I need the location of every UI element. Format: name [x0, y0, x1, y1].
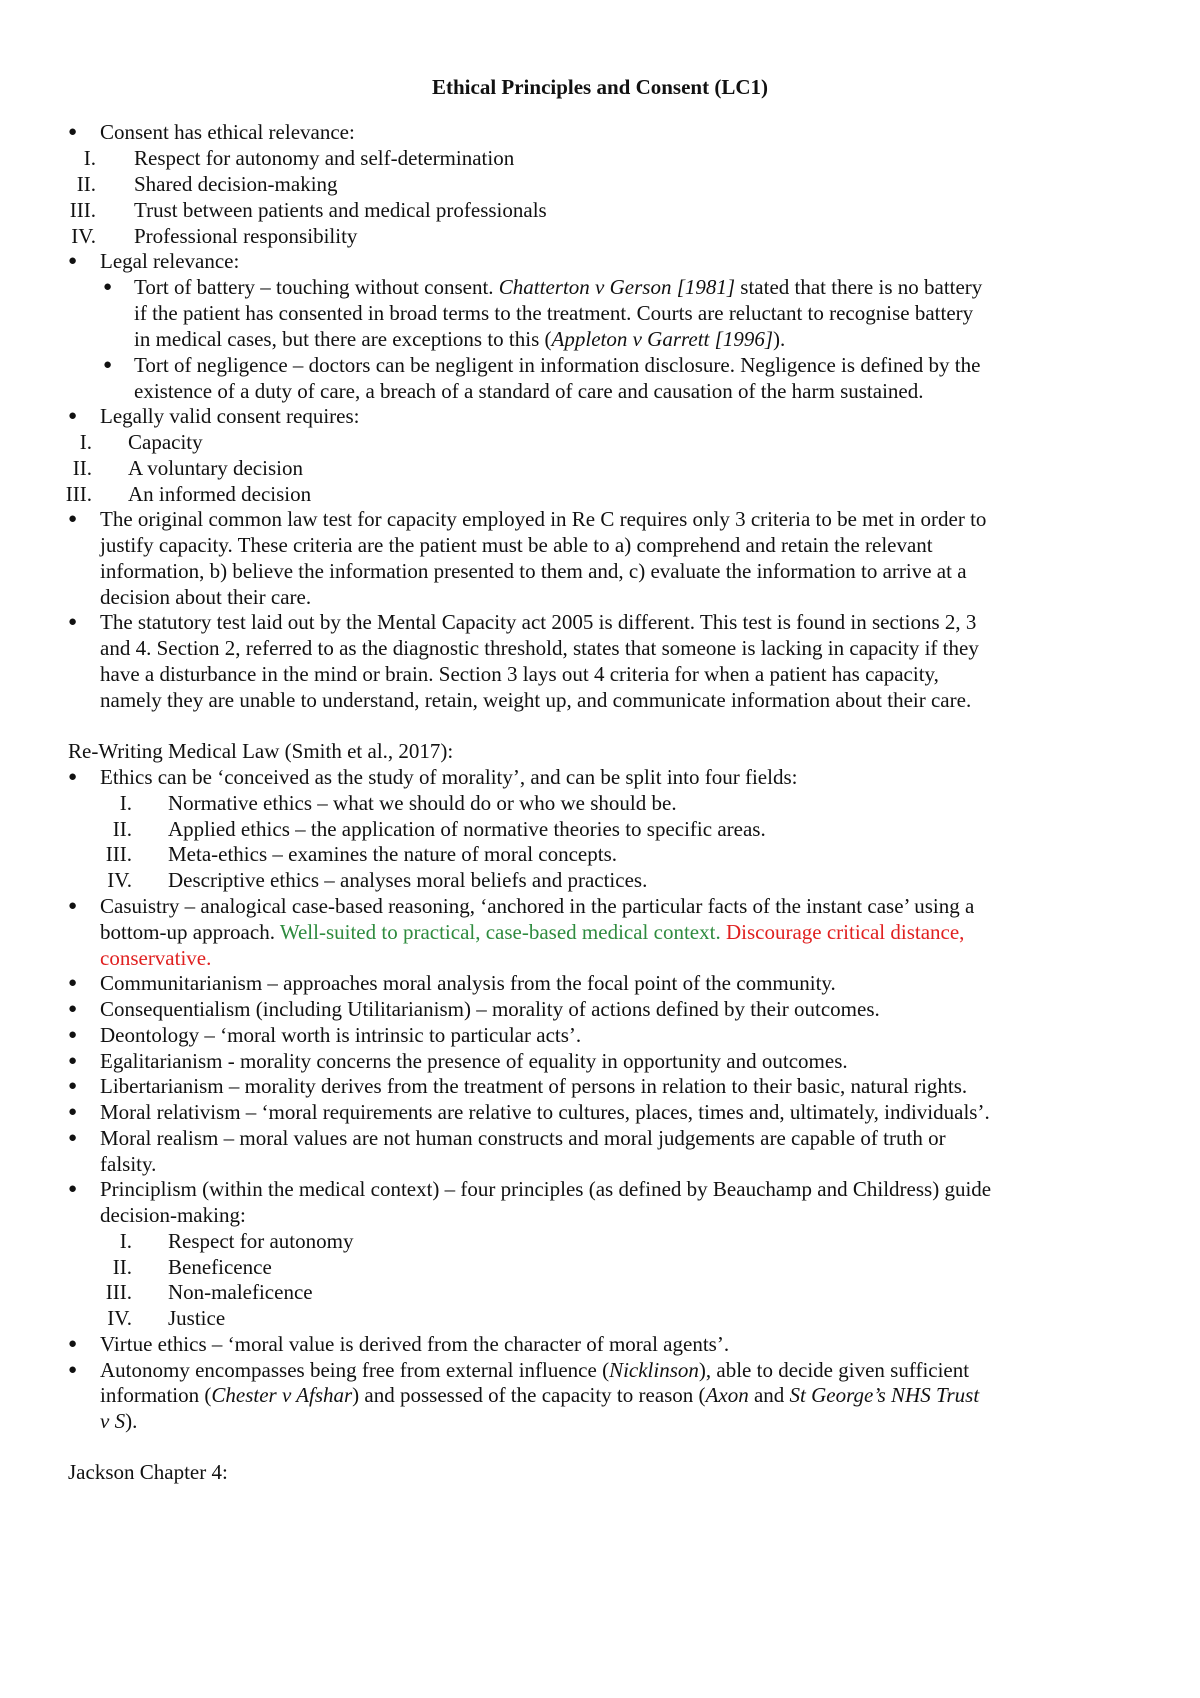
bullet-icon: ●: [68, 1053, 78, 1069]
roman-numeral: I.: [83, 146, 96, 170]
bullet-icon: ●: [103, 279, 113, 295]
paragraph-line: decision about their care.: [100, 585, 312, 609]
paragraph-line: The statutory test laid out by the Mental Capacity act 2005 is different. This test is found in sections 2, 3: [100, 610, 977, 634]
paragraph-line: and 4. Section 2, referred to as the diagnostic threshold, states that someone is lacking in capacity if they: [100, 636, 979, 660]
paragraph-line: The original common law test for capacity employed in Re C requires only 3 criteria to be met in order to: [100, 507, 987, 531]
paragraph-line: have a disturbance in the mind or brain. Section 3 lays out 4 criteria for when a patient has capacity,: [100, 662, 939, 686]
paragraph-line: information, b) believe the information presented to them and, c) evaluate the information to arrive at a: [100, 559, 967, 583]
case-name: Nicklinson: [609, 1358, 699, 1382]
autonomy-line-2: information (Chester v Afshar) and possessed of the capacity to reason (Axon and St George’s NHS Trust: [100, 1383, 980, 1407]
list-item: Egalitarianism - morality concerns the presence of equality in opportunity and outcomes.: [100, 1049, 848, 1073]
list-item: Applied ethics – the application of normative theories to specific areas.: [168, 817, 766, 841]
list-item: An informed decision: [128, 482, 312, 506]
list-item: Ethics can be ‘conceived as the study of morality’, and can be split into four fields:: [100, 765, 798, 789]
section-heading: Re-Writing Medical Law (Smith et al., 2017):: [68, 739, 454, 763]
list-item: Justice: [168, 1306, 226, 1330]
list-item: Legally valid consent requires:: [100, 404, 360, 428]
bullet-icon: ●: [68, 511, 78, 527]
positive-note: Well-suited to practical, case-based medical context.: [279, 920, 721, 944]
roman-numeral: I.: [79, 430, 92, 454]
paragraph-line: namely they are unable to understand, retain, weight up, and communicate information about their care.: [100, 688, 972, 712]
list-item: Non-maleficence: [168, 1280, 313, 1304]
list-item: Respect for autonomy: [168, 1229, 354, 1253]
bullet-icon: ●: [68, 1078, 78, 1094]
roman-numeral: II.: [72, 456, 92, 480]
list-item: Legal relevance:: [100, 249, 240, 273]
battery-line-2: if the patient has consented in broad terms to the treatment. Courts are reluctant to recognise battery: [134, 301, 974, 325]
bullet-icon: ●: [68, 769, 78, 785]
list-item: Deontology – ‘moral worth is intrinsic to particular acts’.: [100, 1023, 582, 1047]
paragraph-line: Principlism (within the medical context) – four principles (as defined by Beauchamp and Childress) guide: [100, 1177, 992, 1201]
list-item: Libertarianism – morality derives from the treatment of persons in relation to their basic, natural rights.: [100, 1074, 968, 1098]
roman-numeral: IV.: [107, 1306, 132, 1330]
roman-numeral: II.: [76, 172, 96, 196]
roman-numeral: III.: [69, 198, 96, 222]
document-title: Ethical Principles and Consent (LC1): [431, 75, 769, 99]
bullet-icon: ●: [68, 408, 78, 424]
bullet-icon: ●: [68, 1181, 78, 1197]
list-item: Consent has ethical relevance:: [100, 120, 355, 144]
roman-numeral: III.: [105, 1280, 132, 1304]
negative-note: Discourage critical distance,: [720, 920, 965, 944]
roman-numeral: II.: [112, 1255, 132, 1279]
autonomy-line-1: Autonomy encompasses being free from external influence (Nicklinson), able to decide given sufficient: [100, 1358, 970, 1382]
case-name: St George’s NHS Trust: [789, 1383, 980, 1407]
roman-numeral: I.: [119, 791, 132, 815]
bullet-icon: ●: [68, 1362, 78, 1378]
list-item: Respect for autonomy and self-determination: [134, 146, 515, 170]
bullet-icon: ●: [103, 357, 113, 373]
paragraph-line: justify capacity. These criteria are the patient must be able to a) comprehend and retain the relevant: [100, 533, 933, 557]
casuistry-line-1: Casuistry – analogical case-based reasoning, ‘anchored in the particular facts of the instant case’ using a: [100, 894, 975, 918]
battery-line-1: Tort of battery – touching without consent. Chatterton v Gerson [1981] stated that there is no battery: [134, 275, 983, 299]
roman-numeral: IV.: [71, 224, 96, 248]
list-item: Normative ethics – what we should do or who we should be.: [168, 791, 677, 815]
paragraph-line: falsity.: [100, 1152, 157, 1176]
case-name: v S: [100, 1409, 126, 1433]
case-name: Axon: [705, 1383, 749, 1407]
bullet-icon: ●: [68, 1027, 78, 1043]
list-item: Descriptive ethics – analyses moral beliefs and practices.: [168, 868, 648, 892]
section-heading: Jackson Chapter 4:: [68, 1460, 228, 1484]
bullet-icon: ●: [68, 1104, 78, 1120]
autonomy-line-3: v S).: [100, 1409, 138, 1433]
list-item: Virtue ethics – ‘moral value is derived from the character of moral agents’.: [100, 1332, 730, 1356]
case-name: Chester v Afshar: [211, 1383, 353, 1407]
negligence-line-2: existence of a duty of care, a breach of a standard of care and causation of the harm sustained.: [134, 379, 924, 403]
bullet-icon: ●: [68, 253, 78, 269]
list-item: Meta-ethics – examines the nature of moral concepts.: [168, 842, 617, 866]
bullet-icon: ●: [68, 124, 78, 140]
paragraph-line: Moral realism – moral values are not human constructs and moral judgements are capable of truth or: [100, 1126, 946, 1150]
case-name: Chatterton v Gerson [1981]: [498, 275, 736, 299]
bullet-icon: ●: [68, 614, 78, 630]
roman-numeral: III.: [65, 482, 92, 506]
roman-numeral: II.: [112, 817, 132, 841]
bullet-icon: ●: [68, 1130, 78, 1146]
negligence-line-1: Tort of negligence – doctors can be negligent in information disclosure. Negligence is defined by the: [134, 353, 981, 377]
list-item: Communitarianism – approaches moral analysis from the focal point of the community.: [100, 971, 836, 995]
roman-numeral: IV.: [107, 868, 132, 892]
negative-note: conservative.: [100, 946, 212, 970]
list-item: Capacity: [128, 430, 203, 454]
list-item: Trust between patients and medical professionals: [134, 198, 547, 222]
roman-numeral: III.: [105, 842, 132, 866]
bullet-icon: ●: [68, 1001, 78, 1017]
list-item: Beneficence: [168, 1255, 272, 1279]
casuistry-line-2: bottom-up approach. Well-suited to practical, case-based medical context. Discourage critical distance,: [100, 920, 965, 944]
bullet-icon: ●: [68, 1336, 78, 1352]
list-item: Consequentialism (including Utilitarianism) – morality of actions defined by their outcomes.: [100, 997, 880, 1021]
list-item: A voluntary decision: [128, 456, 303, 480]
list-item: Moral relativism – ‘moral requirements are relative to cultures, places, times and, ultimately, individuals’.: [100, 1100, 990, 1124]
list-item: Professional responsibility: [134, 224, 358, 248]
paragraph-line: decision-making:: [100, 1203, 246, 1227]
roman-numeral: I.: [119, 1229, 132, 1253]
list-item: Shared decision-making: [134, 172, 338, 196]
case-name: Appleton v Garrett [1996]: [551, 327, 773, 351]
bullet-icon: ●: [68, 898, 78, 914]
bullet-icon: ●: [68, 975, 78, 991]
battery-line-3: in medical cases, but there are exceptions to this (Appleton v Garrett [1996]).: [134, 327, 786, 351]
